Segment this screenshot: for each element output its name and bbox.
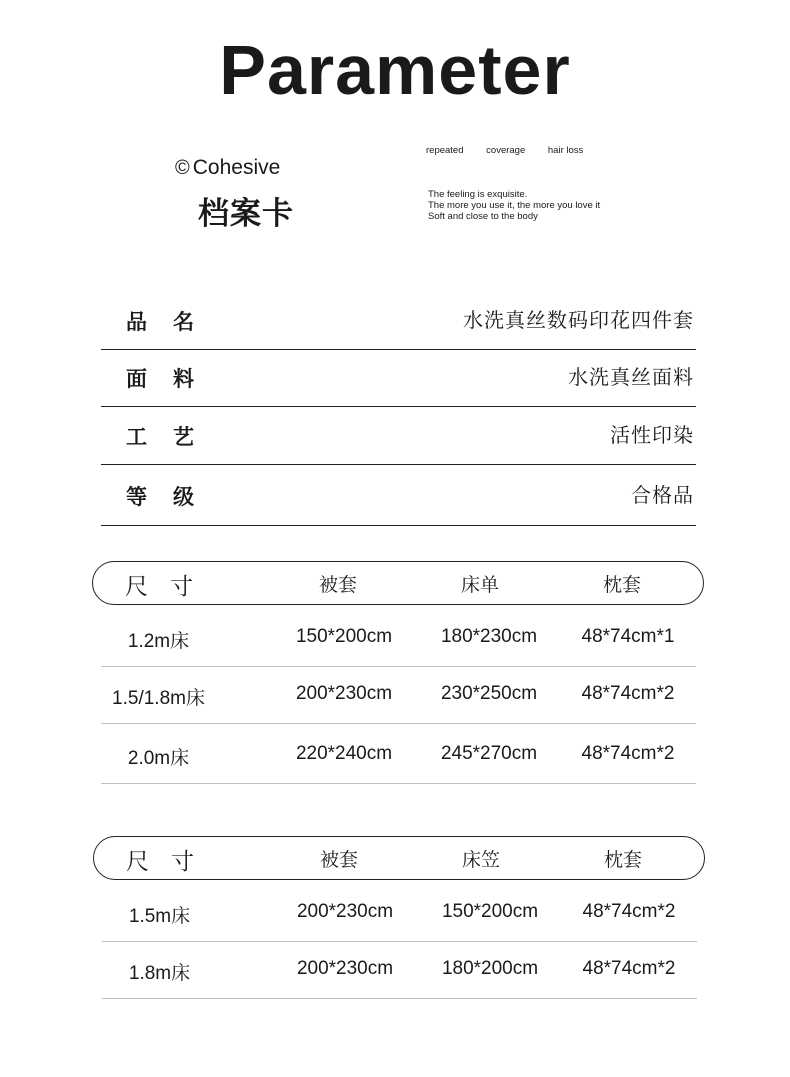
tag: repeated [426, 145, 464, 156]
header-cell: 被套 [319, 849, 358, 871]
table-cell: 2.0m床 [127, 748, 190, 769]
brand-logo [175, 156, 280, 180]
table-row [102, 884, 697, 942]
table-cell: 150*200cm [441, 901, 539, 922]
table-cell: 180*200cm [441, 958, 539, 979]
table-row [101, 609, 696, 667]
page-title: Parameter [219, 31, 571, 109]
tag: coverage [486, 145, 526, 156]
table-cell: 48*74cm*2 [581, 683, 675, 704]
param-label: 工艺 [126, 425, 220, 449]
card-label: 档案卡 [198, 196, 294, 232]
copyright-icon: © [175, 157, 190, 179]
table-cell: 48*74cm*1 [581, 626, 675, 647]
param-label: 等级 [126, 485, 220, 509]
tagline-line: Soft and close to the body [428, 211, 538, 222]
table-cell: 48*74cm*2 [582, 901, 676, 922]
param-value: 水洗真丝面料 [568, 365, 694, 389]
table-cell: 180*230cm [440, 626, 538, 647]
header-cell: 被套 [318, 574, 357, 596]
table-cell: 200*230cm [295, 683, 393, 704]
size-table-2-header [93, 836, 705, 880]
table-cell: 48*74cm*2 [582, 958, 676, 979]
brand-name: Cohesive [192, 156, 281, 179]
table-row [101, 723, 696, 784]
table-cell: 200*230cm [296, 958, 394, 979]
table-cell: 150*200cm [295, 626, 393, 647]
param-label: 品名 [126, 310, 220, 334]
header-cell: 尺寸 [125, 574, 215, 600]
header-cell: 床笠 [461, 849, 500, 871]
table-cell: 245*270cm [440, 743, 538, 764]
param-value: 合格品 [631, 483, 694, 507]
tagline-line: The more you use it, the more you love it [428, 200, 601, 211]
table-cell: 1.8m床 [128, 963, 191, 984]
param-value: 活性印染 [610, 423, 694, 447]
header-cell: 枕套 [603, 849, 642, 871]
param-row-grade [101, 467, 696, 526]
tagline [428, 189, 600, 222]
header-cell: 枕套 [602, 574, 641, 596]
param-row-fabric [101, 349, 696, 407]
table-cell: 1.2m床 [127, 631, 190, 652]
table-cell: 1.5m床 [128, 906, 191, 927]
table-row [102, 941, 697, 999]
param-label: 面料 [126, 367, 220, 391]
feature-tags [426, 145, 603, 156]
param-value: 水洗真丝数码印花四件套 [463, 308, 694, 332]
param-row-name [101, 292, 696, 350]
table-cell: 220*240cm [295, 743, 393, 764]
header-cell: 尺寸 [126, 849, 216, 875]
table-cell: 230*250cm [440, 683, 538, 704]
table-cell: 1.5/1.8m床 [112, 688, 205, 709]
table-cell: 48*74cm*2 [581, 743, 675, 764]
tag: hair loss [547, 145, 584, 156]
header-cell: 床单 [460, 574, 499, 596]
table-row [101, 666, 696, 724]
table-cell: 200*230cm [296, 901, 394, 922]
tagline-line: The feeling is exquisite. [428, 189, 528, 200]
param-row-craft [101, 407, 696, 465]
size-table-1-header [92, 561, 704, 605]
